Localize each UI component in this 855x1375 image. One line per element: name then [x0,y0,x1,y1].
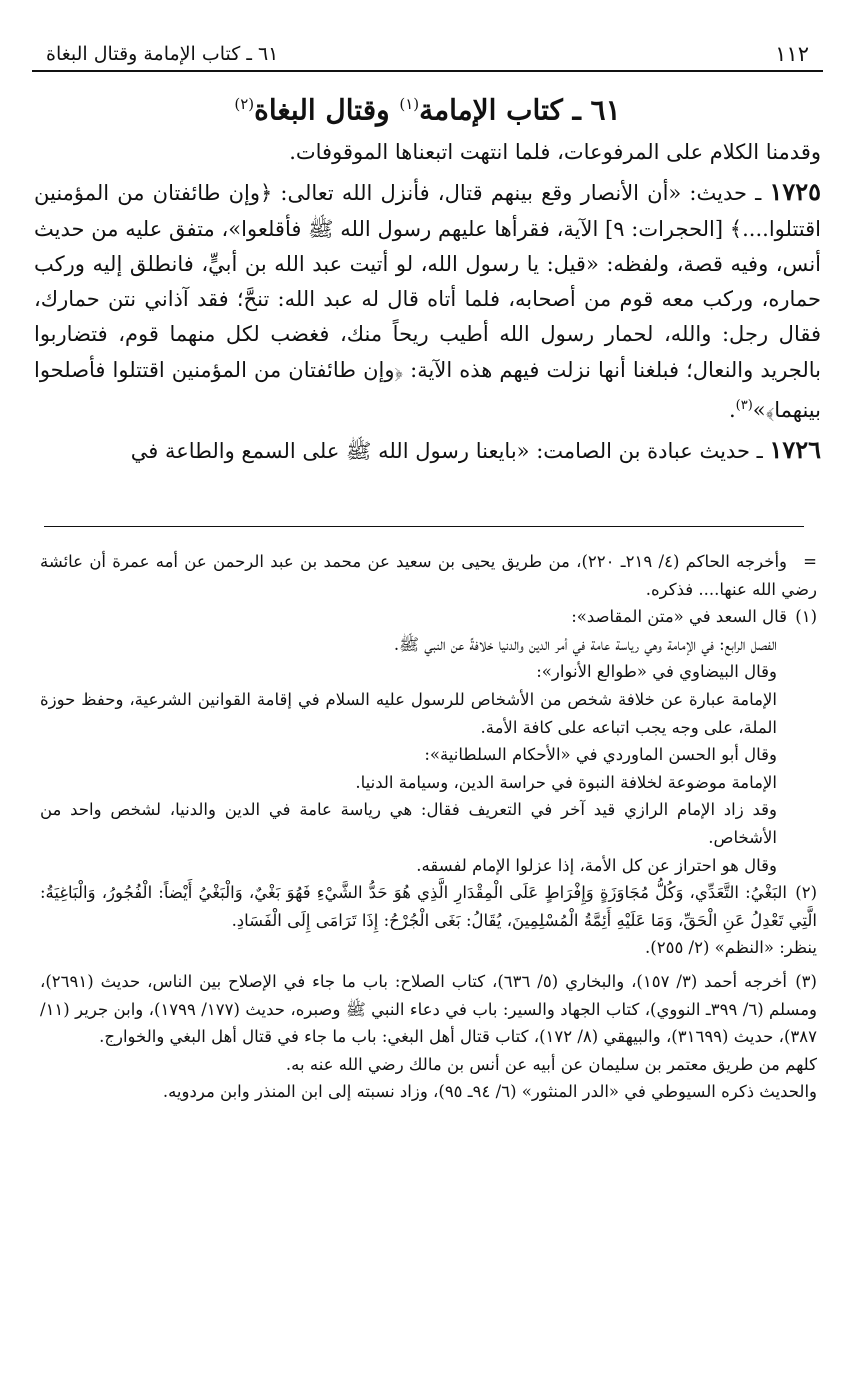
footnote-paragraph: وقال هو احتراز عن كل الأمة، إذا عزلوا الإمام لفسقه. [416,855,777,875]
chapter-title-rest: وقتال البغاة [254,93,400,127]
footnote-paragraph: وقال البيضاوي في «طوالع الأنوار»: [536,662,777,682]
page-number: ١١٢ [775,42,809,66]
footnote-text: أخرجه أحمد (٣/ ١٥٧)، والبخاري (٥/ ٦٣٦)، كتاب الصلاح: باب ما جاء في الإصلاح بين الناس، حديث (٢٦٩١)، ومسلم (٦/ ٣٩٩ـ النووي)، كتاب الجهاد والسير: باب في دعاء النبي ﷺ وصبره، حديث (١٧٧/ ١٧٩٩)، وابن جرير (١١/ ٣٨٧)، حديث (٣١٦٩٩)، والبيهقي (٨/ ١٧٢)، كتاب قتال أهل البغي: باب ما جاء في قتال أهل البغي والخوارج. [40,971,818,1047]
footnote-text: البَغْيُ: التَّعَدِّي، وَكُلُّ مُجَاوَزَةٍ وَإِفْرَاطٍ عَلَى الْمِقْدَارِ الَّذِي هُوَ حَدُّ الشَّيْءِ فَهُوَ بَغْيٌ، وَالْبَغْيُ أَيْضاً: الْفُجُورُ، وَالْبَاغِيَةُ: الَّتِي تَعْدِلُ عَنِ الْحَقِّ، وَمَا عَلَيْهِ أَئِمَّةُ الْمُسْلِمِينَ، يُقَالُ: بَغَى الْجُرْحُ: إِذَا تَرَامَى إِلَى الْفَسَادِ. [40,883,817,930]
footnote-ref-2: (٢) [234,95,255,113]
footnote-ref-1: (١) [399,95,420,113]
footnote-paragraph: وقد زاد الإمام الرازي قيد آخر في التعريف فقال: هي رياسة عامة في الدين والدنيا، لشخص واحد من الأشخاص. [40,800,777,847]
footnote-3 [40,968,817,1051]
footnote-paragraph: الإمامة موضوعة لخلافة النبوة في حراسة الدين، وسيامة الدنيا. [355,772,777,792]
hadith-1726 [34,432,821,469]
footnote-text: وأخرجه الحاكم (٤/ ٢١٩ـ ٢٢٠)، من طريق يحيى بن سعيد عن محمد بن عبد الرحمن عن أمه عمرة أن عائشة رضي الله عنها.... فذكره. [40,552,817,599]
footnotes [40,548,817,1106]
header-rule [32,70,823,72]
footnote-paragraph: كلهم من طريق معتمر بن سليمان عن أبيه عن أنس بن مالك رضي الله عنه به. [285,1054,817,1074]
hadith-text: ـ حديث عبادة بن الصامت: «بايعنا رسول الله ﷺ على السمع والطاعة في [130,439,770,464]
footnote-paragraph: الإمامة عبارة عن خلافة شخص من الأشخاص للرسول عليه السلام في إقامة القوانين الشرعية، وحفظ حوزة الملة، على وجه يجب اتباعه على كافة الأمة. [40,689,777,737]
footnote-label: (٢) [795,883,817,903]
footnote-label: (٣) [795,971,817,991]
main-text [34,135,821,470]
chapter-title-main: ٦١ ـ كتاب الإمامة [419,93,621,127]
footnote-2 [40,879,817,934]
continuation-mark: = [803,552,817,571]
running-title: ٦١ ـ كتاب الإمامة وقتال البغاة [46,43,279,65]
footnote-reference: ينظر: «النظم» (٢/ ٢٥٥). [645,938,817,958]
footnote-text: قال السعد في «متن المقاصد»: [571,607,787,627]
footnote-continuation [40,548,817,603]
intro-paragraph: وقدمنا الكلام على المرفوعات، فلما انتهت اتبعناها الموقوفات. [289,140,821,164]
hadith-number: ١٧٢٦ [769,435,821,465]
footnote-paragraph: والحديث ذكره السيوطي في «الدر المنثور» (٦/ ٩٤ـ ٩٥)، وزاد نسبته إلى ابن المنذر وابن مردويه. [162,1082,817,1102]
footnote-1 [40,603,817,631]
hadith-number: ١٧٢٥ [769,177,821,207]
hadith-1725 [34,174,821,428]
running-header [38,38,817,70]
footnote-separator [44,526,804,527]
hadith-text: ـ حديث: «أن الأنصار وقع بينهم قتال، فأنزل الله تعالى: ﴿وإن طائفتان من المؤمنين اقتتلوا....﴾ [الحجرات: ٩] الآية، فقرأها عليهم رسول الله ﷺ فأقلعوا»، متفق عليه من حديث أنس، وفيه قصة، ولفظه: «قيل: يا رسول الله، لو أتيت عبد الله بن أبيٍّ، فانطلق إليه وركب حماره، وركب معه قوم من أصحابه، فلما أتاه قال له عبد الله: تنحَّ؛ فقد آذاني نتن حمارك، فقال رجل: والله، لحمار رسول الله أطيب ريحاً منك، فغضب لكل منهما قوم، فتضاربوا بالجريد والنعال؛ فبلغنا أنها نزلت فيهم هذه الآية: ﴿وإن طائفتان من المؤمنين اقتتلوا فأصلحوا بينهما﴾» [34,181,821,423]
footnote-label: (١) [795,607,817,627]
chapter-title [40,82,815,132]
footnote-paragraph: الفصل الرابع: في الإمامة وهي رياسة عامة في أمر الدين والدنيا خلافةً عن النبي ﷺ. [393,634,777,654]
footnote-ref-3: (٣) [735,398,753,414]
footnote-paragraph: وقال أبو الحسن الماوردي في «الأحكام السلطانية»: [424,745,777,765]
hadith-end: . [728,398,736,423]
